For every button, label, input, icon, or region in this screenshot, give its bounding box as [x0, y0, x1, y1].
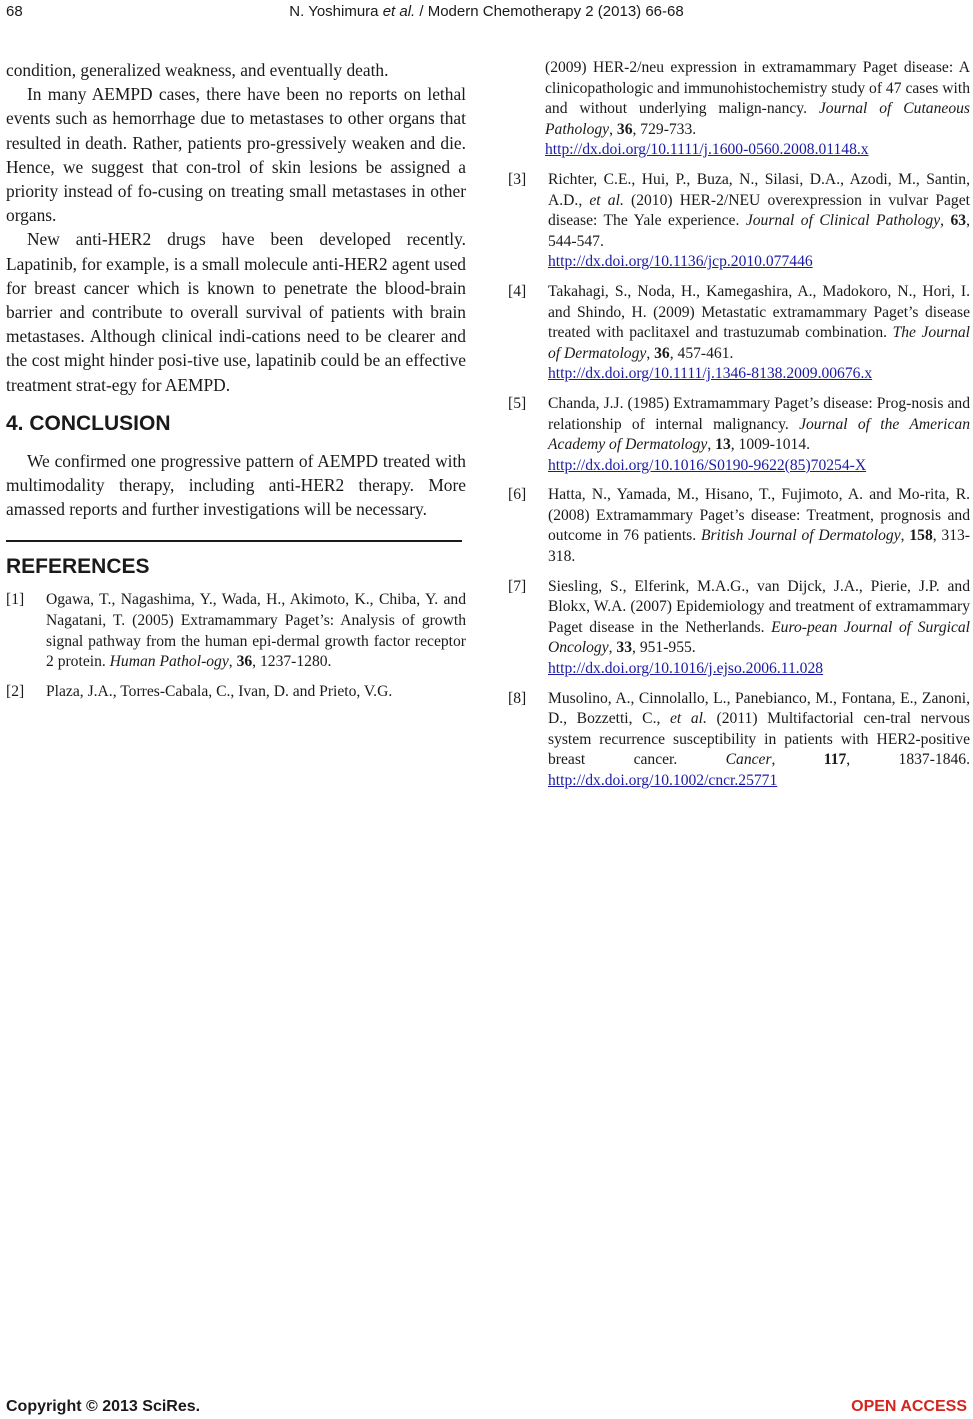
doi-link[interactable]: http://dx.doi.org/10.1136/jcp.2010.077446	[548, 253, 813, 271]
conclusion-paragraph: We confirmed one progressive pattern of AEMPD treated with multimodality therapy, including anti-HER2 therapy. More amassed reports and further investigations will be necessary.	[6, 450, 466, 520]
reference-item	[6, 590, 466, 672]
open-access-label: OPEN ACCESS	[851, 1398, 967, 1415]
right-column	[508, 58, 970, 801]
reference-number: [1]	[6, 591, 25, 609]
reference-journal: Journal of Cutaneous Pathology	[545, 100, 970, 138]
reference-authors: Richter, C.E., Hui, P., Buza, N., Silasi, D.A., Azodi, M., Santin, A.D.,	[548, 170, 970, 209]
reference-item	[508, 394, 970, 476]
reference-volume: 158	[909, 527, 933, 545]
section-divider	[6, 540, 462, 542]
reference-item	[508, 170, 970, 273]
reference-journal: British Journal of Dermatology	[700, 527, 901, 545]
page-number: 68	[6, 3, 23, 20]
doi-link[interactable]: http://dx.doi.org/10.1111/j.1346-8138.2009.00676.x	[548, 365, 873, 383]
reference-authors: (2009) HER-2/neu expression in extramammary Paget disease: A clinicopathologic and immunohistochemistry study of 47 cases with and without underlying malign-nancy.	[545, 59, 970, 118]
reference-pages: , 544-547.	[548, 212, 970, 250]
doi-link[interactable]: http://dx.doi.org/10.1002/cncr.25771	[548, 772, 778, 789]
reference-journal: Journal of Clinical Pathology	[745, 212, 941, 230]
references-heading: REFERENCES	[6, 555, 150, 579]
reference-authors: Siesling, S., Elferink, M.A.G., van Dijck, J.A., Pierie, J.P. and Blokx, W.A. (2007) Epidemiology and treatment of extramammary Paget disease in the Netherlands.	[548, 577, 970, 636]
reference-volume: 36	[654, 344, 670, 362]
reference-number: [7]	[508, 577, 527, 595]
reference-etal: et al.	[670, 710, 707, 728]
reference-item	[6, 682, 466, 703]
reference-number	[505, 58, 545, 161]
reference-text: Siesling, S., Elferink, M.A.G., van Dijck, J.A., Pierie, J.P. and Blokx, W.A. (2007) Epidemiology and treatment of extramammary Paget disease in the Netherlands. Euro-pean Journal of Surgical Oncology, 33, 951-955. http://dx.doi.org/10.1016/j.ejso.2006.11.028	[548, 577, 970, 680]
reference-pages: , 729-733.	[632, 120, 697, 138]
reference-text: Hatta, N., Yamada, M., Hisano, T., Fujimoto, A. and Mo-rita, R. (2008) Extramammary Paget’s disease: Treatment, prognosis and outcome in 76 patients. British Journal of Dermatology, 158, 313-318.	[548, 486, 970, 566]
reference-volume: 13	[715, 436, 731, 454]
reference-authors: Musolino, A., Cinnolallo, L., Panebianco, M., Fontana, E., Zanoni, D., Bozzetti, C.,	[548, 689, 970, 728]
reference-text: Chanda, J.J. (1985) Extramammary Paget’s disease: Prog-nosis and relationship of internal malignancy. Journal of the American Academy of Dermatology, 13, 1009-1014. http://dx.doi.org/10.1016/S0190-9622(85)70254-X	[548, 394, 970, 476]
reference-number: [5]	[508, 394, 527, 412]
reference-volume: 36	[616, 120, 633, 138]
reference-volume: 63	[950, 212, 967, 230]
conclusion-heading: 4. CONCLUSION	[6, 411, 171, 435]
reference-pages: , 1009-1014.	[730, 436, 811, 454]
reference-item	[508, 689, 970, 792]
reference-number: [8]	[508, 689, 527, 707]
reference-text: (2009) HER-2/neu expression in extramammary Paget disease: A clinicopathologic and immunohistochemistry study of 47 cases with and without underlying malign-nancy. Journal of Cutaneous Pathology, 36, 729-733. http://dx.doi.org/10.1111/j.1600-0560.2008.01148.x	[545, 58, 970, 161]
reference-item	[508, 485, 970, 567]
reference-authors: Ogawa, T., Nagashima, Y., Wada, H., Akimoto, K., Chiba, Y. and Nagatani, T. (2005) Extramammary Paget’s: Analysis of growth signal pathway from the human epi-dermal growth factor receptor 2 protein.	[46, 591, 466, 671]
doi-link[interactable]: http://dx.doi.org/10.1016/j.ejso.2006.11.028	[548, 660, 824, 678]
reference-authors: Chanda, J.J. (1985) Extramammary Paget’s disease: Prog-nosis and relationship of internal malignancy.	[548, 394, 970, 433]
reference-authors: Plaza, J.A., Torres-Cabala, C., Ivan, D. and Prieto, V.G.	[46, 682, 393, 700]
reference-item	[508, 577, 970, 680]
reference-item	[508, 282, 970, 385]
reference-authors: Takahagi, S., Noda, H., Kamegashira, A., Madokoro, N., Hori, I. and Shindo, H. (2009) Metastatic extramammary Paget’s disease treated with paclitaxel and trastuzumab combination.	[548, 282, 970, 342]
running-title	[0, 3, 973, 20]
reference-title: (2010) HER-2/NEU overexpression in vulvar Paget disease: The Yale experience.	[548, 191, 970, 230]
running-title-authors: N. Yoshimura	[289, 3, 383, 20]
reference-number: [2]	[6, 682, 25, 700]
reference-number: [6]	[508, 486, 527, 504]
reference-pages: , 457-461.	[669, 344, 734, 362]
reference-journal: Journal of the American Academy of Dermatology	[548, 415, 970, 454]
body-paragraph-3: New anti-HER2 drugs have been developed recently. Lapatinib, for example, is a small molecule anti-HER2 agent used for breast cancer which is known to penetrate the blood-brain barrier and contribute to overall survival of patients with brain metastases. Although clinical indi-cations need to be clearer and the cost might hinder posi-tive use, lapatinib could be an effective treatment strat-egy for AEMPD.	[6, 229, 466, 395]
body-paragraph-1: condition, generalized weakness, and eventually death.	[6, 60, 389, 80]
body-paragraph-2: In many AEMPD cases, there have been no reports on lethal events such as hemorrhage due to metastases to other organs that resulted in death. Rather, patients pro-gressively weaken and die. Hence, we suggest that con-trol of skin lesions be assigned a priority instead of fo-cusing on treating small metastases in other organs.	[6, 84, 466, 226]
reference-journal: Cancer	[725, 751, 772, 769]
reference-text: Richter, C.E., Hui, P., Buza, N., Silasi, D.A., Azodi, M., Santin, A.D., et al. (2010) HER-2/NEU overexpression in vulvar Paget disease: The Yale experience. Journal of Clinical Pathology, 63, 544-547. http://dx.doi.org/10.1136/jcp.2010.077446	[548, 170, 970, 273]
reference-text: Takahagi, S., Noda, H., Kamegashira, A., Madokoro, N., Hori, I. and Shindo, H. (2009) Metastatic extramammary Paget’s disease treated with paclitaxel and trastuzumab combination. The Journal of Dermatology, 36, 457-461. http://dx.doi.org/10.1111/j.1346-8138.2009.00676.x	[548, 282, 970, 385]
doi-link[interactable]: http://dx.doi.org/10.1111/j.1600-0560.2008.01148.x	[545, 141, 869, 159]
running-title-journal: / Modern Chemotherapy 2 (2013) 66-68	[415, 3, 684, 20]
reference-etal: et al.	[589, 191, 624, 209]
reference-text	[46, 682, 466, 703]
reference-journal: The Journal of Dermatology	[548, 324, 970, 362]
reference-pages: , 951-955.	[632, 639, 696, 657]
reference-pages: , 1837-1846.	[846, 751, 970, 769]
reference-journal: Human Pathol-ogy	[109, 653, 229, 671]
reference-text: Musolino, A., Cinnolallo, L., Panebianco, M., Fontana, E., Zanoni, D., Bozzetti, C., et al. (2011) Multifactorial cen-tral nervous system recurrence susceptibility in patients with HER2-positive breast cancer. Cancer, 117, 1837-1846. http://dx.doi.org/10.1002/cncr.25771	[548, 689, 971, 789]
reference-volume: 33	[616, 639, 633, 657]
reference-pages: , 313-318.	[548, 527, 970, 566]
reference-number: [3]	[508, 170, 527, 188]
reference-text: Ogawa, T., Nagashima, Y., Wada, H., Akimoto, K., Chiba, Y. and Nagatani, T. (2005) Extramammary Paget’s: Analysis of growth signal pathway from the human epi-dermal growth factor receptor 2 protein. Human Pathol-ogy, 36, 1237-1280.	[46, 591, 466, 671]
reference-authors: Hatta, N., Yamada, M., Hisano, T., Fujimoto, A. and Mo-rita, R. (2008) Extramammary Paget’s disease: Treatment, prognosis and outcome in 76 patients.	[548, 486, 970, 545]
reference-journal: Euro-pean Journal of Surgical Oncology	[548, 618, 970, 657]
reference-pages: , 1237-1280.	[252, 653, 332, 671]
reference-volume: 117	[823, 751, 847, 769]
reference-volume: 36	[236, 653, 253, 671]
left-column	[6, 58, 466, 711]
running-title-etal: et al.	[382, 3, 416, 20]
reference-title: (2011) Multifactorial cen-tral nervous system recurrence susceptibility in patients with HER2-positive breast cancer.	[548, 710, 971, 769]
doi-link[interactable]: http://dx.doi.org/10.1016/S0190-9622(85)70254-X	[548, 456, 867, 474]
reference-number: [4]	[508, 282, 527, 300]
reference-item	[505, 58, 970, 161]
copyright-notice: Copyright © 2013 SciRes.	[6, 1398, 201, 1415]
